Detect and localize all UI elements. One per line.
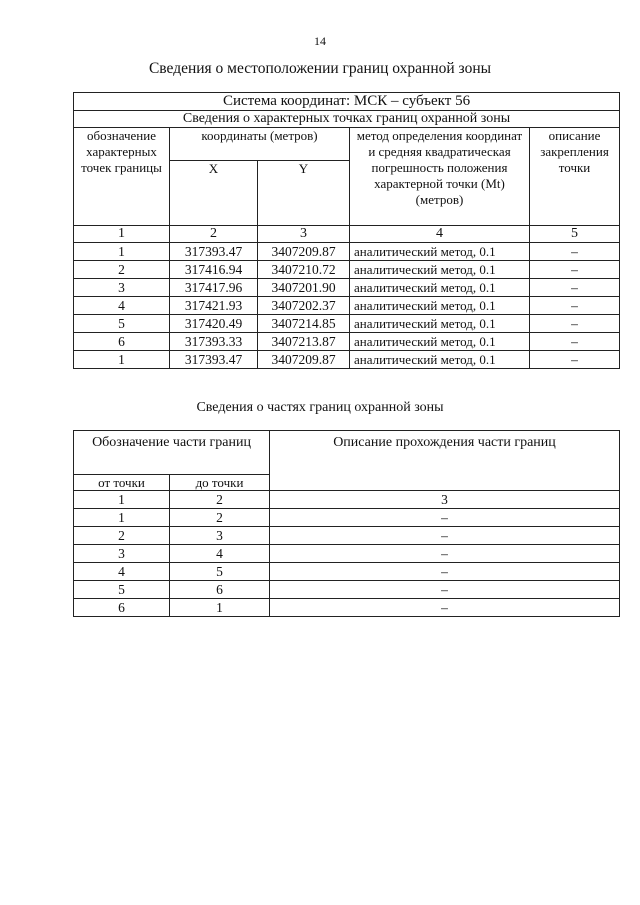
section-title-parts: Сведения о частях границ охранной зоны bbox=[196, 400, 444, 415]
section-title-location: Сведения о местоположении границ охранной зоны bbox=[148, 60, 492, 77]
method-cell: аналитический метод, 0.1 bbox=[350, 297, 530, 315]
coordinate-system-row bbox=[74, 93, 620, 111]
point-cell: 2 bbox=[74, 261, 170, 279]
description-cell: – bbox=[270, 509, 620, 527]
x-coordinate-cell: 317393.47 bbox=[170, 351, 258, 369]
table-row bbox=[74, 509, 620, 527]
table-row bbox=[74, 599, 620, 617]
fixing-cell: – bbox=[530, 261, 620, 279]
point-cell: 6 bbox=[74, 333, 170, 351]
column-number: 3 bbox=[270, 491, 620, 509]
page-number: 14 bbox=[314, 34, 326, 48]
fixing-cell: – bbox=[530, 351, 620, 369]
from-point-cell: 2 bbox=[74, 527, 170, 545]
y-coordinate-cell: 3407209.87 bbox=[258, 351, 350, 369]
header-method: метод определения координат и средняя квадратическая погрешность положения характерной точки (Mt) (метров) bbox=[350, 128, 530, 226]
x-coordinate-cell: 317420.49 bbox=[170, 315, 258, 333]
method-cell: аналитический метод, 0.1 bbox=[350, 243, 530, 261]
from-point-cell: 5 bbox=[74, 581, 170, 599]
point-cell: 5 bbox=[74, 315, 170, 333]
method-cell: аналитический метод, 0.1 bbox=[350, 333, 530, 351]
y-coordinate-cell: 3407213.87 bbox=[258, 333, 350, 351]
header-coordinates: координаты (метров) bbox=[170, 128, 350, 161]
table-row bbox=[74, 527, 620, 545]
description-cell: – bbox=[270, 563, 620, 581]
fixing-cell: – bbox=[530, 315, 620, 333]
table-row bbox=[74, 261, 620, 279]
point-cell: 1 bbox=[74, 351, 170, 369]
to-point-cell: 5 bbox=[170, 563, 270, 581]
column-number: 2 bbox=[170, 491, 270, 509]
to-point-cell: 2 bbox=[170, 509, 270, 527]
header-point-designation: обозначение характерных точек границы bbox=[74, 128, 170, 226]
x-coordinate-cell: 317393.47 bbox=[170, 243, 258, 261]
from-point-cell: 6 bbox=[74, 599, 170, 617]
point-cell: 1 bbox=[74, 243, 170, 261]
coordinate-system: Система координат: МСК – субъект 56 bbox=[74, 93, 620, 111]
coordinates-table bbox=[73, 92, 620, 369]
table-row bbox=[74, 563, 620, 581]
table-row bbox=[74, 279, 620, 297]
fixing-cell: – bbox=[530, 279, 620, 297]
header-y: Y bbox=[258, 161, 350, 226]
header-x: X bbox=[170, 161, 258, 226]
header-to-point: до точки bbox=[170, 475, 270, 491]
coords-table-subtitle: Сведения о характерных точках границ охранной зоны bbox=[74, 111, 620, 128]
fixing-cell: – bbox=[530, 297, 620, 315]
x-coordinate-cell: 317421.93 bbox=[170, 297, 258, 315]
header-from-point: от точки bbox=[74, 475, 170, 491]
y-coordinate-cell: 3407214.85 bbox=[258, 315, 350, 333]
table-row bbox=[74, 351, 620, 369]
y-coordinate-cell: 3407201.90 bbox=[258, 279, 350, 297]
table-row bbox=[74, 581, 620, 599]
table-row bbox=[74, 297, 620, 315]
to-point-cell: 4 bbox=[170, 545, 270, 563]
column-number: 1 bbox=[74, 491, 170, 509]
from-point-cell: 1 bbox=[74, 509, 170, 527]
y-coordinate-cell: 3407209.87 bbox=[258, 243, 350, 261]
column-number: 2 bbox=[170, 226, 258, 243]
column-header-row bbox=[74, 128, 620, 161]
header-part-designation: Обозначение части границ bbox=[74, 431, 270, 475]
method-cell: аналитический метод, 0.1 bbox=[350, 279, 530, 297]
method-cell: аналитический метод, 0.1 bbox=[350, 351, 530, 369]
parts-header-row bbox=[74, 431, 620, 475]
method-cell: аналитический метод, 0.1 bbox=[350, 261, 530, 279]
column-number: 1 bbox=[74, 226, 170, 243]
from-point-cell: 4 bbox=[74, 563, 170, 581]
to-point-cell: 6 bbox=[170, 581, 270, 599]
y-coordinate-cell: 3407210.72 bbox=[258, 261, 350, 279]
parts-column-number-row bbox=[74, 491, 620, 509]
table-row bbox=[74, 243, 620, 261]
description-cell: – bbox=[270, 599, 620, 617]
boundary-parts-table bbox=[73, 430, 620, 617]
x-coordinate-cell: 317417.96 bbox=[170, 279, 258, 297]
from-point-cell: 3 bbox=[74, 545, 170, 563]
to-point-cell: 3 bbox=[170, 527, 270, 545]
table-row bbox=[74, 333, 620, 351]
method-cell: аналитический метод, 0.1 bbox=[350, 315, 530, 333]
header-fixing: описание закрепления точки bbox=[530, 128, 620, 226]
to-point-cell: 1 bbox=[170, 599, 270, 617]
description-cell: – bbox=[270, 545, 620, 563]
column-number: 3 bbox=[258, 226, 350, 243]
coords-subtitle-row bbox=[74, 111, 620, 128]
description-cell: – bbox=[270, 527, 620, 545]
description-cell: – bbox=[270, 581, 620, 599]
fixing-cell: – bbox=[530, 333, 620, 351]
y-coordinate-cell: 3407202.37 bbox=[258, 297, 350, 315]
fixing-cell: – bbox=[530, 243, 620, 261]
x-coordinate-cell: 317393.33 bbox=[170, 333, 258, 351]
header-description: Описание прохождения части границ bbox=[270, 431, 620, 491]
column-number: 4 bbox=[350, 226, 530, 243]
table-row bbox=[74, 315, 620, 333]
column-number-row bbox=[74, 226, 620, 243]
point-cell: 3 bbox=[74, 279, 170, 297]
x-coordinate-cell: 317416.94 bbox=[170, 261, 258, 279]
point-cell: 4 bbox=[74, 297, 170, 315]
table-row bbox=[74, 545, 620, 563]
column-number: 5 bbox=[530, 226, 620, 243]
